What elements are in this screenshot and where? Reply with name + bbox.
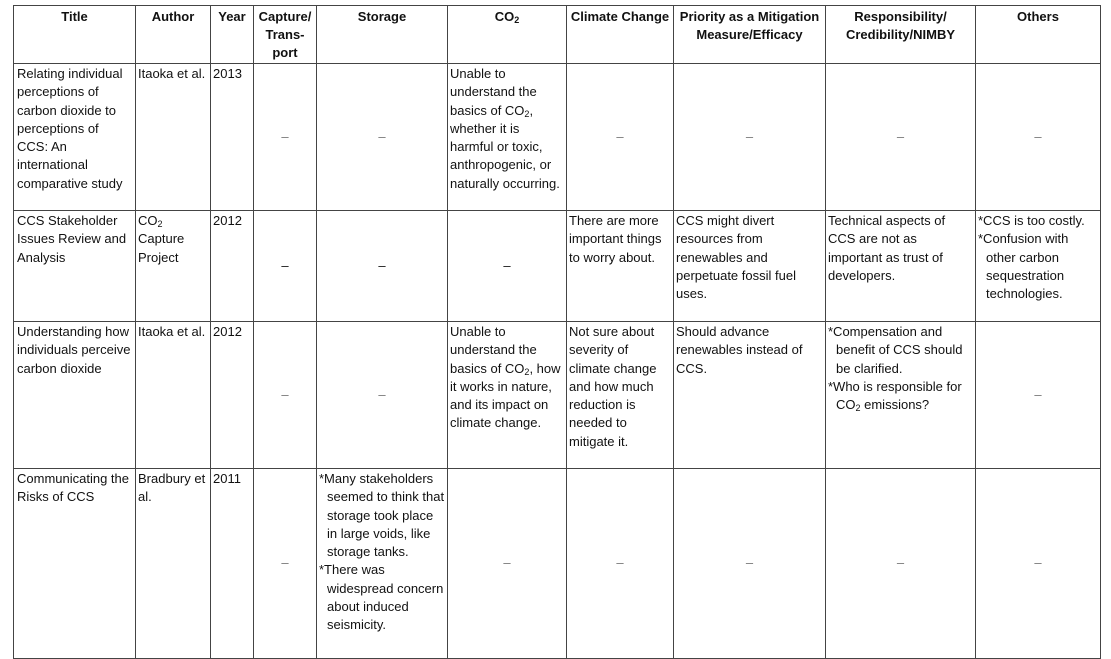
cell-author: Bradbury et al. bbox=[136, 469, 211, 659]
header-author: Author bbox=[136, 6, 211, 64]
bullet-item: *Confusion with other carbon sequestration technologies. bbox=[978, 231, 1069, 302]
header-storage: Storage bbox=[317, 6, 448, 64]
table-row bbox=[14, 64, 1101, 211]
header-climate-change: Climate Change bbox=[567, 6, 674, 64]
empty-dash: – bbox=[254, 322, 317, 469]
header-priority: Priority as a Mitigation Measure/Efficacy bbox=[674, 6, 826, 64]
bullet-item: *Many stakeholders seemed to think that storage took place in large voids, like storage tanks. bbox=[319, 471, 445, 560]
cell-co2: Unable to understand the basics of $CO_2$, whether it is harmful or toxic, anthropogenic, or naturally occurring. bbox=[448, 64, 567, 211]
header-capture-transport: Capture/ Trans- port bbox=[254, 6, 317, 64]
cell-year: 2012 bbox=[211, 322, 254, 469]
table-row bbox=[14, 469, 1101, 659]
cell-title: Understanding how individuals perceive carbon dioxide bbox=[14, 322, 136, 469]
empty-dash: – bbox=[448, 211, 567, 322]
cell-climate-change: Not sure about severity of climate change and how much reduction is needed to mitigate it. bbox=[567, 322, 674, 469]
header-title: Title bbox=[14, 6, 136, 64]
cell-priority: Should advance renewables instead of CCS. bbox=[674, 322, 826, 469]
empty-dash: – bbox=[317, 64, 448, 211]
empty-dash: – bbox=[254, 211, 317, 322]
empty-dash: – bbox=[976, 469, 1101, 659]
cell-storage bbox=[317, 469, 448, 659]
empty-dash: – bbox=[826, 64, 976, 211]
cell-responsibility: Technical aspects of CCS are not as important as trust of developers. bbox=[826, 211, 976, 322]
cell-title: Relating individual perceptions of carbon dioxide to perceptions of CCS: An international comparative study bbox=[14, 64, 136, 211]
cell-author: Itaoka et al. bbox=[136, 322, 211, 469]
bullet-item: *Compensation and benefit of CCS should be clarified. bbox=[828, 324, 963, 376]
empty-dash: – bbox=[567, 469, 674, 659]
cell-year: 2012 bbox=[211, 211, 254, 322]
empty-dash: – bbox=[976, 322, 1101, 469]
empty-dash: – bbox=[254, 469, 317, 659]
header-co2: $CO_2$ bbox=[448, 6, 567, 64]
cell-priority: CCS might divert resources from renewables and perpetuate fossil fuel uses. bbox=[674, 211, 826, 322]
bullet-item: *CCS is too costly. bbox=[978, 213, 1085, 228]
empty-dash: – bbox=[317, 322, 448, 469]
header-others: Others bbox=[976, 6, 1101, 64]
empty-dash: – bbox=[674, 469, 826, 659]
cell-climate-change: There are more important things to worry about. bbox=[567, 211, 674, 322]
cell-author: Itaoka et al. bbox=[136, 64, 211, 211]
bullet-item: *There was widespread concern about induced seismicity. bbox=[319, 562, 444, 633]
table-row bbox=[14, 211, 1101, 322]
empty-dash: – bbox=[317, 211, 448, 322]
table-row bbox=[14, 322, 1101, 469]
cell-title: Communicating the Risks of CCS bbox=[14, 469, 136, 659]
empty-dash: – bbox=[976, 64, 1101, 211]
cell-responsibility bbox=[826, 322, 976, 469]
empty-dash: – bbox=[567, 64, 674, 211]
cell-others bbox=[976, 211, 1101, 322]
cell-title: CCS Stakeholder Issues Review and Analysis bbox=[14, 211, 136, 322]
cell-author: $CO_2$ Capture Project bbox=[136, 211, 211, 322]
header-year: Year bbox=[211, 6, 254, 64]
perceptions-table bbox=[13, 5, 1101, 659]
cell-co2: Unable to understand the basics of $CO_2$, how it works in nature, and its impact on climate change. bbox=[448, 322, 567, 469]
bullet-item: *Who is responsible for $CO_2$ emissions? bbox=[828, 378, 962, 414]
empty-dash: – bbox=[826, 469, 976, 659]
cell-year: 2013 bbox=[211, 64, 254, 211]
cell-year: 2011 bbox=[211, 469, 254, 659]
empty-dash: – bbox=[674, 64, 826, 211]
empty-dash: – bbox=[448, 469, 567, 659]
empty-dash: – bbox=[254, 64, 317, 211]
header-row bbox=[14, 6, 1101, 64]
header-responsibility: Responsibility/ Credibility/NIMBY bbox=[826, 6, 976, 64]
